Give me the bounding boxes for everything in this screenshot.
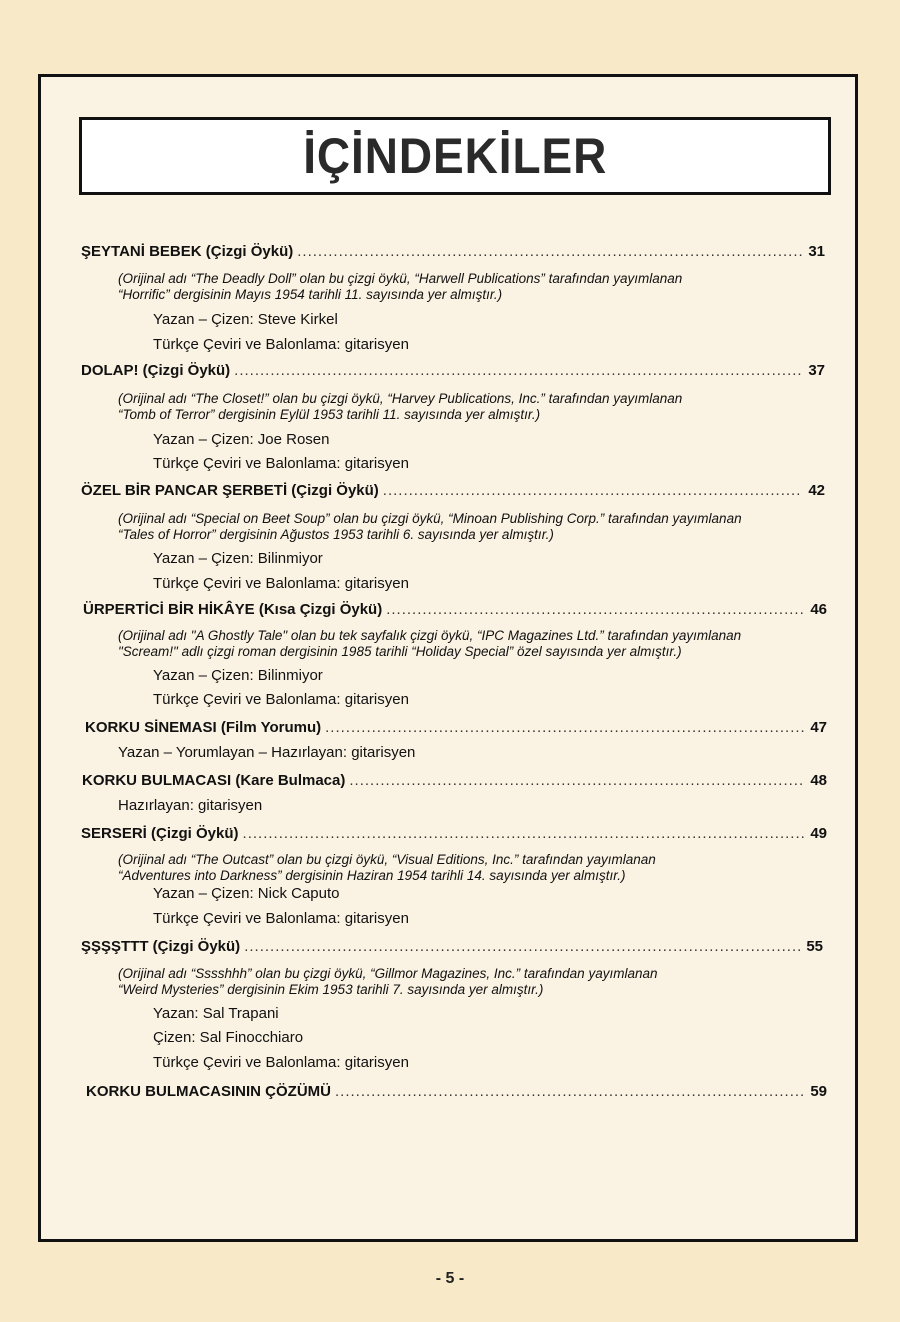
dot-leader — [325, 719, 804, 736]
entry-title: ŞŞŞŞTTT (Çizgi Öykü) — [81, 938, 241, 955]
entry-page: 55 — [806, 938, 823, 955]
entry-credit: Yazan – Yorumlayan – Hazırlayan: gitarisyen — [118, 744, 416, 761]
toc-entry[interactable] — [81, 482, 825, 499]
note-line: “Adventures into Darkness” dergisinin Haziran 1954 tarihli 14. sayısında yer almıştır.) — [118, 868, 626, 883]
note-line: “Tales of Horror” dergisinin Ağustos 1953 tarihli 6. sayısında yer almıştır.) — [118, 527, 554, 542]
dot-leader — [386, 601, 804, 618]
note-line: (Orijinal adı “Special on Beet Soup” olan bu çizgi öykü, “Minoan Publishing Corp.” tarafından yayımlanan — [118, 511, 742, 526]
entry-page: 47 — [810, 719, 827, 736]
entry-credit: Yazan: Sal Trapani — [153, 1005, 279, 1022]
entry-credit: Hazırlayan: gitarisyen — [118, 797, 263, 814]
entry-page: 42 — [808, 482, 825, 499]
page-title: İÇİNDEKİLER — [302, 128, 608, 184]
entry-note — [118, 628, 741, 660]
toc-entry[interactable] — [81, 938, 823, 955]
dot-leader — [243, 825, 805, 842]
toc-entry[interactable] — [81, 825, 827, 842]
entry-note — [118, 271, 682, 303]
title-box — [79, 117, 831, 195]
toc-entry[interactable] — [85, 719, 827, 736]
dot-leader — [297, 243, 802, 260]
entry-credit: Türkçe Çeviri ve Balonlama: gitarisyen — [153, 1054, 409, 1071]
entry-page: 59 — [810, 1083, 827, 1100]
entry-credit: Yazan – Çizen: Bilinmiyor — [153, 667, 323, 684]
dot-leader — [234, 362, 802, 379]
toc-entry[interactable] — [82, 772, 827, 789]
entry-page: 48 — [810, 772, 827, 789]
note-line: (Orijinal adı "A Ghostly Tale" olan bu tek sayfalık çizgi öykü, “IPC Magazines Ltd.” tarafından yayımlanan — [118, 628, 742, 643]
note-line: "Scream!" adlı çizgi roman dergisinin 1985 tarihli “Holiday Special” özel sayısında yer almıştır.) — [118, 644, 682, 659]
entry-page: 31 — [808, 243, 825, 260]
note-line: (Orijinal adı “The Deadly Doll” olan bu çizgi öykü, “Harwell Publications” tarafından yayımlanan — [118, 271, 683, 286]
entry-title: KORKU BULMACASININ ÇÖZÜMÜ — [86, 1083, 331, 1100]
entry-credit: Yazan – Çizen: Nick Caputo — [153, 885, 340, 902]
toc-entry[interactable] — [86, 1083, 827, 1100]
toc-entry[interactable] — [81, 243, 825, 260]
note-line: (Orijinal adı “The Closet!” olan bu çizgi öykü, “Harvey Publications, Inc.” tarafından yayımlanan — [118, 391, 683, 406]
dot-leader — [244, 938, 800, 955]
entry-note — [118, 852, 656, 884]
entry-title: SERSERİ (Çizgi Öykü) — [81, 825, 239, 842]
entry-page: 49 — [810, 825, 827, 842]
note-line: (Orijinal adı “Sssshhh” olan bu çizgi öykü, “Gillmor Magazines, Inc.” tarafından yayımlanan — [118, 966, 658, 981]
entry-title: DOLAP! (Çizgi Öykü) — [81, 362, 231, 379]
entry-page: 37 — [808, 362, 825, 379]
entry-note — [118, 511, 742, 543]
note-line: “Weird Mysteries” dergisinin Ekim 1953 tarihli 7. sayısında yer almıştır.) — [118, 982, 544, 997]
entry-credit: Türkçe Çeviri ve Balonlama: gitarisyen — [153, 336, 409, 353]
entry-credit: Türkçe Çeviri ve Balonlama: gitarisyen — [153, 691, 409, 708]
note-line: “Horrific” dergisinin Mayıs 1954 tarihli 11. sayısında yer almıştır.) — [118, 287, 503, 302]
dot-leader — [335, 1083, 804, 1100]
entry-credit: Türkçe Çeviri ve Balonlama: gitarisyen — [153, 575, 409, 592]
dot-leader — [349, 772, 804, 789]
entry-note — [118, 966, 657, 998]
entry-credit: Yazan – Çizen: Steve Kirkel — [153, 311, 338, 328]
entry-title: ÖZEL BİR PANCAR ŞERBETİ (Çizgi Öykü) — [81, 482, 379, 499]
entry-credit: Çizen: Sal Finocchiaro — [153, 1029, 304, 1046]
note-line: “Tomb of Terror” dergisinin Eylül 1953 tarihli 11. sayısında yer almıştır.) — [118, 407, 541, 422]
entry-title: ÜRPERTİCİ BİR HİKÂYE (Kısa Çizgi Öykü) — [83, 601, 383, 618]
toc-entry[interactable] — [83, 601, 827, 618]
entry-credit: Yazan – Çizen: Bilinmiyor — [153, 550, 323, 567]
page-frame — [38, 74, 858, 1242]
entry-credit: Türkçe Çeviri ve Balonlama: gitarisyen — [153, 910, 409, 927]
toc-entry[interactable] — [81, 362, 825, 379]
entry-title: ŞEYTANİ BEBEK (Çizgi Öykü) — [81, 243, 294, 260]
note-line: (Orijinal adı “The Outcast” olan bu çizgi öykü, “Visual Editions, Inc.” tarafından yayımlanan — [118, 852, 656, 867]
entry-page: 46 — [810, 601, 827, 618]
entry-credit: Türkçe Çeviri ve Balonlama: gitarisyen — [153, 455, 409, 472]
dot-leader — [383, 482, 803, 499]
entry-credit: Yazan – Çizen: Joe Rosen — [153, 431, 330, 448]
entry-title: KORKU SİNEMASI (Film Yorumu) — [85, 719, 322, 736]
entry-title: KORKU BULMACASI (Kare Bulmaca) — [82, 772, 346, 789]
entry-note — [118, 391, 682, 423]
page-number: - 5 - — [435, 1270, 465, 1287]
